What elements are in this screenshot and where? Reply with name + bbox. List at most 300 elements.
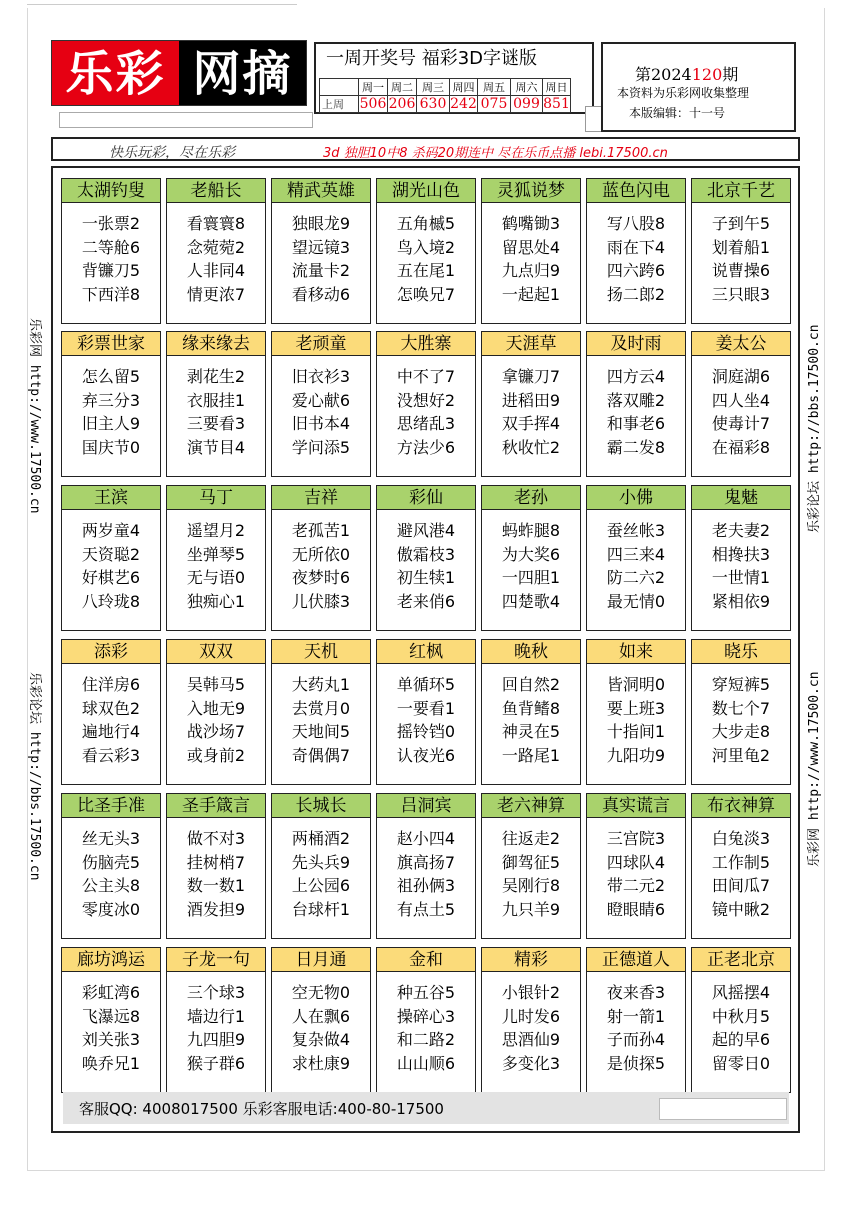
- week-day: 周二: [388, 79, 417, 96]
- card-clue: 数七个7: [711, 698, 771, 718]
- card-clue: 子而孙4: [606, 1030, 666, 1049]
- card-clue: 留零日0: [711, 1053, 771, 1073]
- week-value: 506: [359, 96, 387, 112]
- card-clue: 说曹操6: [711, 261, 771, 280]
- card-clue: 写八股8: [606, 214, 666, 233]
- card-title: 马丁: [167, 486, 265, 510]
- card-clue: 防二六2: [606, 568, 666, 587]
- banner: [51, 137, 800, 161]
- puzzle-card: [61, 947, 161, 1093]
- weekly-draw-box: [314, 42, 594, 114]
- card-clue: 一路尾1: [501, 745, 561, 765]
- card-clue: 旗高扬7: [396, 852, 456, 872]
- card-clues: [482, 673, 580, 767]
- card-clue: 五角槭5: [396, 214, 456, 233]
- issue-prefix: 第2024: [635, 65, 692, 84]
- puzzle-card: [481, 178, 581, 324]
- card-clue: 挂树梢7: [186, 852, 246, 872]
- card-title: 正老北京: [692, 948, 790, 972]
- puzzle-card: [61, 178, 161, 324]
- card-clue: 御驾征5: [501, 852, 561, 872]
- puzzle-card: [61, 639, 161, 785]
- side-text-right-bottom: 乐彩网 http://www.17500.cn: [807, 671, 822, 867]
- card-clue: 学问添5: [291, 437, 351, 457]
- card-clue: 要上班3: [606, 698, 666, 718]
- card-clue: 九四胆9: [186, 1030, 246, 1049]
- card-clue: 八玲珑8: [81, 591, 141, 611]
- week-value: 075: [478, 96, 511, 113]
- card-clue: 相搀扶3: [711, 544, 771, 564]
- card-clue: 镜中瞅2: [711, 899, 771, 919]
- card-clues: [377, 212, 475, 306]
- card-clue: 霸二发8: [606, 437, 666, 457]
- card-clue: 独眼龙9: [291, 214, 351, 233]
- card-clue: 四六跨6: [606, 261, 666, 280]
- card-title: 大胜寨: [377, 332, 475, 356]
- card-clue: 看寰寰8: [186, 214, 246, 233]
- card-clue: 五在尾1: [396, 261, 456, 280]
- card-clues: [62, 673, 160, 767]
- card-clue: 洞庭湖6: [711, 367, 771, 386]
- card-clue: 天资聪2: [81, 544, 141, 564]
- card-clue: 没想好2: [396, 390, 456, 410]
- card-clues: [272, 827, 370, 921]
- card-clue: 三个球3: [186, 983, 246, 1002]
- week-day: 周一: [359, 79, 388, 96]
- card-clue: 瞪眼睛6: [606, 899, 666, 919]
- card-clue: 三只眼3: [711, 284, 771, 304]
- card-clue: 去赏月0: [291, 698, 351, 718]
- week-value: 206: [388, 96, 416, 112]
- puzzle-card: [166, 331, 266, 477]
- card-clue: 看移动6: [291, 284, 351, 304]
- puzzle-card: [376, 947, 476, 1093]
- card-clue: 墙边行1: [186, 1006, 246, 1026]
- weekly-draw-title: 一周开奖号 福彩3D字谜版: [326, 48, 538, 69]
- card-title: 布衣神算: [692, 794, 790, 818]
- card-clue: 先头兵9: [291, 852, 351, 872]
- card-clues: [272, 519, 370, 613]
- card-title: 老顽童: [272, 332, 370, 356]
- card-clue: 中不了7: [396, 367, 456, 386]
- card-clue: 划着船1: [711, 237, 771, 257]
- card-clue: 最无情0: [606, 591, 666, 611]
- card-title: 及时雨: [587, 332, 685, 356]
- puzzle-card: [61, 331, 161, 477]
- card-clue: 鸟入境2: [396, 237, 456, 257]
- puzzle-card: [271, 793, 371, 939]
- issue-number: 120: [691, 65, 723, 84]
- puzzle-card: [166, 178, 266, 324]
- card-clues: [167, 673, 265, 767]
- card-clues: [377, 673, 475, 767]
- card-clue: 九只羊9: [501, 899, 561, 919]
- card-clue: 儿时发6: [501, 1006, 561, 1026]
- logo-right-text: 网摘: [179, 41, 306, 105]
- card-clues: [167, 981, 265, 1075]
- card-clue: 皆洞明0: [606, 675, 666, 694]
- card-clue: 酒发担9: [186, 899, 246, 919]
- puzzle-card: [376, 178, 476, 324]
- puzzle-card: [586, 331, 686, 477]
- week-row-label: 上周: [320, 96, 359, 113]
- card-title: 精武英雄: [272, 179, 370, 203]
- puzzle-card: [481, 485, 581, 631]
- card-clue: 初生犊1: [396, 568, 456, 587]
- card-clue: 人在飘6: [291, 1006, 351, 1026]
- card-clue: 河里龟2: [711, 745, 771, 765]
- card-clue: 坐弹琴5: [186, 544, 246, 564]
- puzzle-card: [481, 793, 581, 939]
- card-title: 蓝色闪电: [587, 179, 685, 203]
- card-clue: 祖孙俩3: [396, 876, 456, 895]
- week-day: 周日: [543, 79, 571, 96]
- card-clue: 一要看1: [396, 698, 456, 718]
- card-clue: 带二元2: [606, 876, 666, 895]
- service-contact: 客服QQ: 4008017500 乐彩客服电话:400-80-17500: [79, 1100, 444, 1118]
- puzzle-card: [481, 331, 581, 477]
- card-title: 真实谎言: [587, 794, 685, 818]
- card-clue: 为大奖6: [501, 544, 561, 564]
- card-title: 长城长: [272, 794, 370, 818]
- card-clues: [587, 365, 685, 459]
- card-clue: 下西洋8: [81, 284, 141, 304]
- card-clue: 十指间1: [606, 722, 666, 741]
- week-value: 099: [511, 96, 543, 113]
- logo-block: [51, 40, 307, 106]
- card-clues: [167, 365, 265, 459]
- card-clue: 秋收忙2: [501, 437, 561, 457]
- card-clue: 台球杆1: [291, 899, 351, 919]
- puzzle-card: [691, 947, 791, 1093]
- card-clue: 蚕丝帐3: [606, 521, 666, 540]
- card-clue: 在福彩8: [711, 437, 771, 457]
- card-title: 比圣手准: [62, 794, 160, 818]
- card-title: 北京千艺: [692, 179, 790, 203]
- card-clue: 念菀菀2: [186, 237, 246, 257]
- card-clues: [377, 981, 475, 1075]
- card-clue: 上公园6: [291, 876, 351, 895]
- card-clue: 流量卡2: [291, 261, 351, 280]
- card-clue: 拿镰刀7: [501, 367, 561, 386]
- card-clues: [62, 212, 160, 306]
- card-clue: 二等舱6: [81, 237, 141, 257]
- puzzle-card: [376, 793, 476, 939]
- puzzle-panel: [51, 166, 800, 1133]
- card-title: 小佛: [587, 486, 685, 510]
- card-clue: 零度冰0: [81, 899, 141, 919]
- card-title: 彩仙: [377, 486, 475, 510]
- card-clue: 丝无头3: [81, 829, 141, 848]
- card-clue: 老夫妻2: [711, 521, 771, 540]
- card-title: 圣手箴言: [167, 794, 265, 818]
- card-title: 日月通: [272, 948, 370, 972]
- card-clues: [272, 212, 370, 306]
- puzzle-card: [166, 639, 266, 785]
- puzzle-card: [376, 331, 476, 477]
- card-clue: 无与语0: [186, 568, 246, 587]
- card-title: 天机: [272, 640, 370, 664]
- puzzle-card: [61, 793, 161, 939]
- week-day: 周六: [511, 79, 543, 96]
- card-clues: [692, 673, 790, 767]
- card-title: 添彩: [62, 640, 160, 664]
- card-clues: [62, 365, 160, 459]
- footer: [63, 1092, 789, 1124]
- card-title: 子龙一句: [167, 948, 265, 972]
- logo-underlay: [59, 112, 313, 128]
- card-clue: 四人坐4: [711, 390, 771, 410]
- card-title: 鬼魅: [692, 486, 790, 510]
- card-clue: 唤乔兄1: [81, 1053, 141, 1073]
- week-day: 周三: [417, 79, 450, 96]
- puzzle-card: [586, 793, 686, 939]
- card-clue: 思绪乱3: [396, 414, 456, 433]
- card-title: 正德道人: [587, 948, 685, 972]
- card-title: 吉祥: [272, 486, 370, 510]
- card-clues: [587, 673, 685, 767]
- puzzle-card: [166, 485, 266, 631]
- card-title: 廊坊鸿运: [62, 948, 160, 972]
- collect-note: 本资料为乐彩网收集整理: [617, 86, 750, 100]
- card-clue: 四方云4: [606, 367, 666, 386]
- puzzle-card: [376, 485, 476, 631]
- card-clue: 求杜康9: [291, 1053, 351, 1073]
- puzzle-card: [586, 947, 686, 1093]
- card-clue: 小银针2: [501, 983, 561, 1002]
- card-clue: 或身前2: [186, 745, 246, 765]
- card-clue: 九阳功9: [606, 745, 666, 765]
- puzzle-card: [271, 947, 371, 1093]
- puzzle-card: [481, 947, 581, 1093]
- side-text-left-top: 乐彩网 http://www.17500.cn: [27, 318, 42, 514]
- puzzle-card: [691, 331, 791, 477]
- card-clue: 单循环5: [396, 675, 456, 694]
- card-clues: [587, 981, 685, 1075]
- card-clue: 猴子群6: [186, 1053, 246, 1073]
- card-clue: 大步走8: [711, 722, 771, 741]
- week-day: 周五: [478, 79, 511, 96]
- week-value: 242: [450, 96, 477, 112]
- card-clue: 四楚歌4: [501, 591, 561, 611]
- card-title: 天涯草: [482, 332, 580, 356]
- issue-box: [601, 42, 796, 132]
- card-clue: 种五谷5: [396, 983, 456, 1002]
- card-clue: 傲霜枝3: [396, 544, 456, 564]
- card-title: 金和: [377, 948, 475, 972]
- puzzle-card: [271, 485, 371, 631]
- card-clues: [482, 981, 580, 1075]
- puzzle-card: [271, 639, 371, 785]
- card-clue: 老孤苦1: [291, 521, 351, 540]
- card-title: 如来: [587, 640, 685, 664]
- card-clue: 遍地行4: [81, 722, 141, 741]
- card-clue: 好棋艺6: [81, 568, 141, 587]
- card-title: 老孙: [482, 486, 580, 510]
- card-title: 晚秋: [482, 640, 580, 664]
- card-clue: 回自然2: [501, 675, 561, 694]
- card-clue: 国庆节0: [81, 437, 141, 457]
- card-clues: [272, 365, 370, 459]
- card-clue: 做不对3: [186, 829, 246, 848]
- card-clue: 四三来4: [606, 544, 666, 564]
- card-clue: 留思处4: [501, 237, 561, 257]
- card-clue: 进稻田9: [501, 390, 561, 410]
- puzzle-card: [271, 331, 371, 477]
- card-clue: 旧书本4: [291, 414, 351, 433]
- card-clues: [692, 365, 790, 459]
- card-clues: [167, 827, 265, 921]
- card-clues: [482, 519, 580, 613]
- banner-slogan: 快乐玩彩，尽在乐彩: [109, 145, 235, 161]
- card-clues: [377, 365, 475, 459]
- card-clue: 弃三分3: [81, 390, 141, 410]
- card-clue: 射一箭1: [606, 1006, 666, 1026]
- card-title: 缘来缘去: [167, 332, 265, 356]
- card-clue: 落双雕2: [606, 390, 666, 410]
- card-clue: 人非同4: [186, 261, 246, 280]
- card-clue: 蚂蚱腿8: [501, 521, 561, 540]
- card-clues: [62, 981, 160, 1075]
- card-clue: 起的早6: [711, 1030, 771, 1049]
- card-clues: [167, 519, 265, 613]
- card-clues: [62, 827, 160, 921]
- card-clue: 两桶酒2: [291, 829, 351, 848]
- card-clue: 雨在下4: [606, 237, 666, 257]
- issue-suffix: 期: [722, 65, 739, 84]
- card-clue: 住洋房6: [81, 675, 141, 694]
- card-clue: 思酒仙9: [501, 1030, 561, 1049]
- side-text-right-top: 乐彩论坛 http://bbs.17500.cn: [807, 324, 822, 533]
- card-clue: 子到午5: [711, 214, 771, 233]
- card-clue: 飞瀑远8: [81, 1006, 141, 1026]
- card-clue: 怎唤兄7: [396, 284, 456, 304]
- card-clue: 三要看3: [186, 414, 246, 433]
- card-clue: 遥望月2: [186, 521, 246, 540]
- card-clue: 方法少6: [396, 437, 456, 457]
- card-clues: [587, 827, 685, 921]
- card-clue: 一张票2: [81, 214, 141, 233]
- card-clue: 奇偶偶7: [291, 745, 351, 765]
- card-title: 吕洞宾: [377, 794, 475, 818]
- card-clue: 一世情1: [711, 568, 771, 587]
- card-clue: 情更浓7: [186, 284, 246, 304]
- card-clue: 彩虹湾6: [81, 983, 141, 1002]
- puzzle-card: [691, 485, 791, 631]
- card-clue: 认夜光6: [396, 745, 456, 765]
- card-clue: 复杂做4: [291, 1030, 351, 1049]
- card-clue: 夜来香3: [606, 983, 666, 1002]
- card-clue: 扬二郎2: [606, 284, 666, 304]
- card-clues: [62, 519, 160, 613]
- card-clue: 双手挥4: [501, 414, 561, 433]
- puzzle-card: [376, 639, 476, 785]
- card-clues: [377, 827, 475, 921]
- card-title: 红枫: [377, 640, 475, 664]
- card-clue: 夜梦时6: [291, 568, 351, 587]
- weekly-draw-table: [319, 78, 571, 113]
- card-clue: 爱心献6: [291, 390, 351, 410]
- card-clues: [587, 212, 685, 306]
- card-clue: 儿伏膝3: [291, 591, 351, 611]
- week-value: 630: [417, 96, 450, 113]
- banner-promo: 3d 独胆10中8 杀码20期连中 尽在乐币点播 lebi.17500.cn: [323, 146, 668, 161]
- card-clue: 使毒计7: [711, 414, 771, 433]
- puzzle-card: [61, 485, 161, 631]
- card-clue: 刘关张3: [81, 1030, 141, 1049]
- card-clues: [692, 981, 790, 1075]
- card-clue: 往返走2: [501, 829, 561, 848]
- card-clues: [692, 519, 790, 613]
- card-clue: 一起起1: [501, 284, 561, 304]
- card-clue: 田间瓜7: [711, 876, 771, 895]
- card-clue: 两岁童4: [81, 521, 141, 540]
- card-clue: 鱼背鳍8: [501, 698, 561, 718]
- card-clue: 吴刚行8: [501, 876, 561, 895]
- puzzle-card: [166, 947, 266, 1093]
- card-clue: 入地无9: [186, 698, 246, 718]
- card-title: 精彩: [482, 948, 580, 972]
- card-clue: 战沙场7: [186, 722, 246, 741]
- puzzle-card: [586, 178, 686, 324]
- card-clue: 吴韩马5: [186, 675, 246, 694]
- card-clue: 多变化3: [501, 1053, 561, 1073]
- puzzle-card: [586, 485, 686, 631]
- card-clue: 看云彩3: [81, 745, 141, 765]
- card-clue: 旧主人9: [81, 414, 141, 433]
- logo-left-text: 乐彩: [52, 41, 179, 105]
- card-title: 太湖钓叟: [62, 179, 160, 203]
- card-clue: 球双色2: [81, 698, 141, 718]
- card-clue: 三宫院3: [606, 829, 666, 848]
- editor-note: 本版编辑：十一号: [629, 106, 726, 120]
- card-clue: 鹤嘴锄3: [501, 214, 561, 233]
- week-value: 851: [543, 96, 570, 112]
- card-title: 彩票世家: [62, 332, 160, 356]
- puzzle-card: [481, 639, 581, 785]
- card-clue: 怎么留5: [81, 367, 141, 386]
- card-clue: 望远镜3: [291, 237, 351, 257]
- card-clue: 风摇摆4: [711, 983, 771, 1002]
- card-title: 晓乐: [692, 640, 790, 664]
- card-clues: [167, 212, 265, 306]
- card-clues: [377, 519, 475, 613]
- puzzle-card: [586, 639, 686, 785]
- card-title: 灵狐说梦: [482, 179, 580, 203]
- card-clue: 紧相依9: [711, 591, 771, 611]
- card-clue: 中秋月5: [711, 1006, 771, 1026]
- card-clue: 是侦探5: [606, 1053, 666, 1073]
- card-clue: 演节目4: [186, 437, 246, 457]
- card-clue: 九点归9: [501, 261, 561, 280]
- card-clue: 摇铃铛0: [396, 722, 456, 741]
- card-clue: 空无物0: [291, 983, 351, 1002]
- week-corner: [320, 79, 359, 96]
- card-clue: 有点土5: [396, 899, 456, 919]
- card-clues: [482, 365, 580, 459]
- card-clues: [482, 827, 580, 921]
- card-title: 老六神算: [482, 794, 580, 818]
- card-clue: 和事老6: [606, 414, 666, 433]
- card-clue: 和二路2: [396, 1030, 456, 1049]
- top-rule: [27, 4, 297, 5]
- card-clues: [482, 212, 580, 306]
- card-title: 湖光山色: [377, 179, 475, 203]
- card-clue: 无所依0: [291, 544, 351, 564]
- card-clue: 数一数1: [186, 876, 246, 895]
- card-clue: 赵小四4: [396, 829, 456, 848]
- card-clue: 公主头8: [81, 876, 141, 895]
